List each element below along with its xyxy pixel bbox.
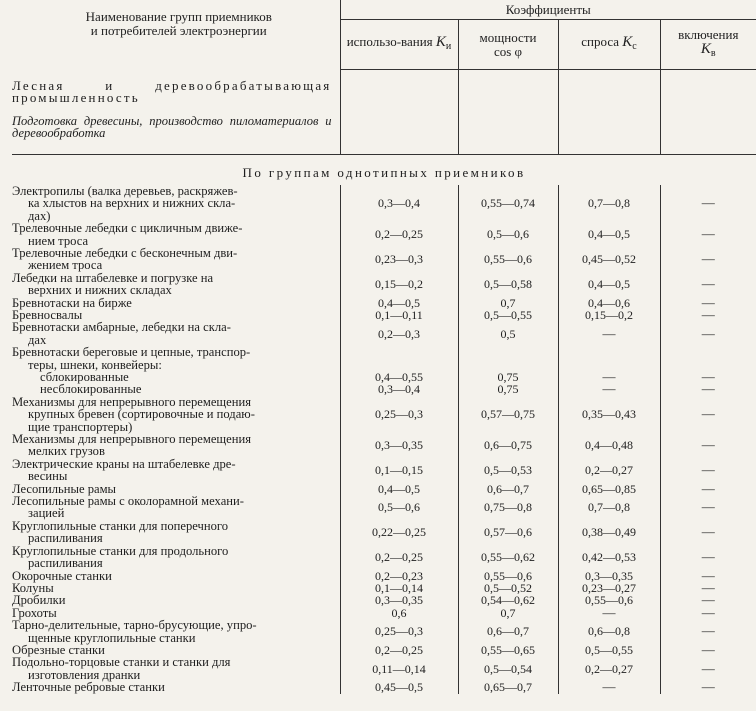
row-kv-value [660,346,756,371]
row-kc-value: — [558,607,660,619]
header-col-demand-sub: с [632,41,637,52]
table-row [12,321,756,346]
row-name-line: Бревнотаски амбарные, лебедки на скла- [12,320,231,335]
row-cos-value: 0,55—0,62 [458,545,558,570]
header-name-line1: Наименование групп приемников [85,9,272,24]
row-name [12,383,340,395]
row-kc-value: 0,65—0,85 [558,483,660,495]
row-cos-value: 0,5—0,53 [458,458,558,483]
row-cos-value: 0,65—0,7 [458,681,558,693]
row-cos-value: 0,55—0,65 [458,644,558,656]
row-cos-value: 0,75 [458,371,558,383]
subsection-cos-cell [458,105,558,140]
row-ki-value: 0,25—0,3 [340,396,458,433]
row-cos-value: 0,6—0,7 [458,619,558,644]
row-cos-value: 0,6—0,7 [458,483,558,495]
row-ki-value: 0,3—0,35 [340,433,458,458]
row-cos-value: 0,5—0,55 [458,309,558,321]
row-kv-value: — [660,458,756,483]
row-ki-value: 0,1—0,14 [340,582,458,594]
row-name-line: весины [28,469,68,484]
row-name-line: распиливания [28,531,103,546]
row-name-line: нием троса [28,233,89,248]
row-kc-value: 0,45—0,52 [558,247,660,272]
row-name-line: Бревносвалы [12,307,83,322]
row-name [12,321,340,346]
row-name-line: Лесопильные рамы с околорамной механи- [12,494,244,509]
row-kv-value: — [660,545,756,570]
row-name [12,222,340,247]
row-kv-value: — [660,185,756,222]
spacer-ki-cell [340,140,458,155]
row-kv-value: — [660,619,756,644]
row-name-line: Круглопильные станки для поперечного [12,518,229,533]
section-cos-cell [458,70,558,105]
row-name-line: распиливания [28,556,103,571]
row-name-line: Подольно-торцовые станки и станки для [12,655,231,670]
row-kv-value: — [660,681,756,693]
row-cos-value: 0,55—0,6 [458,570,558,582]
row-name-line: Окорочные станки [12,568,112,583]
row-name-line: сблокированные [40,370,129,384]
row-name-line: дах [28,332,47,347]
row-name-line: верхних и нижних складах [28,283,172,298]
row-ki-value [340,346,458,371]
row-ki-value: 0,4—0,5 [340,297,458,309]
header-col-power-label: мощности [479,29,537,45]
group-heading-row [12,154,756,185]
header-col-switching [660,20,756,70]
table-row [12,185,756,222]
row-cos-value: 0,54—0,62 [458,594,558,606]
row-ki-value: 0,3—0,35 [340,594,458,606]
row-name-line: изготовления дранки [28,667,141,682]
header-col-power [458,20,558,70]
header-col-switching-label: включения [678,27,739,42]
row-kc-value: — [558,681,660,693]
row-kc-value: — [558,321,660,346]
row-kv-value: — [660,222,756,247]
row-cos-value: 0,6—0,75 [458,433,558,458]
row-ki-value: 0,22—0,25 [340,520,458,545]
row-ki-value: 0,2—0,25 [340,644,458,656]
row-name [12,396,340,433]
row-ki-value: 0,6 [340,607,458,619]
subsection-ki-cell [340,105,458,140]
row-kc-value: 0,4—0,5 [558,222,660,247]
row-name [12,681,340,693]
row-cos-value: 0,5—0,6 [458,222,558,247]
header-col-demand [558,20,660,70]
table-row [12,545,756,570]
table-row [12,222,756,247]
row-kv-value: — [660,297,756,309]
row-name-line: Механизмы для непрерывного перемещения [12,432,251,447]
subsection-kc-cell [558,105,660,140]
row-cos-value: 0,5 [458,321,558,346]
group-heading: По группам однотипных приемников [12,154,756,185]
row-cos-value: 0,57—0,6 [458,520,558,545]
table-row [12,681,756,693]
row-name [12,619,340,644]
row-kc-value: 0,4—0,6 [558,297,660,309]
row-ki-value: 0,2—0,25 [340,222,458,247]
table-row [12,247,756,272]
row-kc-value: 0,7—0,8 [558,185,660,222]
row-ki-value: 0,15—0,2 [340,272,458,297]
row-name-line: щие транспортеры) [28,419,133,434]
row-kv-value: — [660,570,756,582]
row-kv-value: — [660,309,756,321]
row-cos-value: 0,75 [458,383,558,395]
table-row [12,458,756,483]
row-ki-value: 0,1—0,15 [340,458,458,483]
row-name-line: щенные круглопильные станки [28,630,196,645]
table-row [12,520,756,545]
row-name-line: Тарно-делительные, тарно-брусующие, упро- [12,618,257,633]
header-col-usage [340,20,458,70]
row-kv-value: — [660,371,756,383]
row-name-line: Лебедки на штабелевке и погрузке на [12,270,214,285]
row-kc-value: 0,2—0,27 [558,458,660,483]
row-ki-value: 0,2—0,25 [340,545,458,570]
row-cos-value: 0,75—0,8 [458,495,558,520]
row-kv-value: — [660,644,756,656]
spacer-kc-cell [558,140,660,155]
header-col-demand-label: спроса [581,34,620,49]
row-name-line: Бревнотаски береговые и цепные, транспор- [12,345,251,360]
row-name-line: Трелевочные лебедки с цикличным движе- [12,221,243,236]
row-kv-value: — [660,247,756,272]
row-ki-value: 0,3—0,4 [340,185,458,222]
header-col-power-cos: cos φ [493,43,523,59]
row-name-line: Лесопильные рамы [12,481,117,496]
header-name-line2: и потребителей электроэнергии [90,23,267,38]
row-kv-value: — [660,594,756,606]
row-name [12,433,340,458]
subsection-kv-cell [660,105,756,140]
row-ki-value: 0,4—0,55 [340,371,458,383]
spacer-row [12,140,756,155]
row-kv-value: — [660,383,756,395]
section-row [12,70,756,105]
row-kc-value: 0,7—0,8 [558,495,660,520]
row-kc-value: 0,23—0,27 [558,582,660,594]
row-ki-value: 0,4—0,5 [340,483,458,495]
row-kc-value: 0,42—0,53 [558,545,660,570]
row-name-line: Колуны [12,580,54,595]
subsection-row [12,105,756,140]
row-cos-value: 0,7 [458,297,558,309]
row-name [12,495,340,520]
row-name [12,545,340,570]
header-coefficients-group: Коэффициенты [340,0,756,20]
header-col-switching-symbol: K [700,41,711,57]
row-name-line: Дробилки [12,593,66,608]
row-ki-value: 0,3—0,4 [340,383,458,395]
row-kv-value: — [660,321,756,346]
row-kc-value [558,346,660,371]
row-kc-value: — [558,371,660,383]
section-ki-cell [340,70,458,105]
header-col-demand-symbol: K [622,34,633,50]
row-name-line: Грохоты [12,605,57,620]
row-ki-value: 0,11—0,14 [340,656,458,681]
row-name [12,346,340,371]
row-cos-value: 0,7 [458,607,558,619]
row-kc-value: 0,3—0,35 [558,570,660,582]
table-row [12,346,756,371]
row-name-line: крупных бревен (сортировочные и подаю- [28,407,255,422]
row-name [12,594,340,606]
table-row [12,495,756,520]
row-ki-value: 0,1—0,11 [340,309,458,321]
row-name-line: Электропилы (валка деревьев, раскряжев- [12,183,238,198]
row-kc-value: 0,55—0,6 [558,594,660,606]
row-cos-value: 0,5—0,54 [458,656,558,681]
table-row [12,272,756,297]
row-name [12,520,340,545]
spacer-cos-cell [458,140,558,155]
row-ki-value: 0,45—0,5 [340,681,458,693]
row-kc-value: 0,35—0,43 [558,396,660,433]
row-ki-value: 0,23—0,3 [340,247,458,272]
row-ki-value: 0,2—0,23 [340,570,458,582]
row-cos-value: 0,55—0,6 [458,247,558,272]
table-row [12,383,756,395]
row-cos-value: 0,57—0,75 [458,396,558,433]
row-cos-value: 0,5—0,52 [458,582,558,594]
row-name-line: мелких грузов [28,444,105,459]
row-name-line: Круглопильные станки для продольного [12,543,229,558]
row-name-line: Ленточные ребровые станки [12,680,165,695]
spacer-kv-cell [660,140,756,155]
row-kc-value: 0,4—0,5 [558,272,660,297]
header-col-usage-sub: и [445,41,452,52]
table-header [12,0,756,70]
row-kv-value: — [660,607,756,619]
row-name-line: ка хлыстов на верхних и нижних скла- [28,196,236,211]
section-title: Лесная и деревообрабатывающая промышленность [12,77,332,105]
row-kv-value: — [660,495,756,520]
row-name-line: Бревнотаски на бирже [12,295,132,310]
row-kv-value: — [660,483,756,495]
table-row [12,619,756,644]
row-kc-value: 0,2—0,27 [558,656,660,681]
row-kv-value: — [660,656,756,681]
row-kc-value: 0,6—0,8 [558,619,660,644]
row-name [12,458,340,483]
row-name [12,570,340,582]
spacer-cell [12,140,340,155]
row-kv-value: — [660,396,756,433]
row-name-line: Трелевочные лебедки с бесконечным дви- [12,245,238,260]
row-name-line: Электрические краны на штабелевке дре- [12,456,236,471]
header-name-column [12,0,340,70]
row-kv-value: — [660,582,756,594]
row-name-line: Механизмы для непрерывного перемещения [12,394,251,409]
row-name-line: жением троса [28,258,103,273]
row-kc-value: 0,5—0,55 [558,644,660,656]
subsection-title: Подготовка древесины, производство пиломатериалов и деревообработка [12,113,332,140]
coefficients-table [12,0,756,694]
row-name [12,272,340,297]
row-name-line: теры, шнеки, конвейеры: [28,357,162,372]
section-kv-cell [660,70,756,105]
table-row [12,594,756,606]
row-kv-value: — [660,520,756,545]
row-name [12,247,340,272]
row-kv-value: — [660,433,756,458]
row-kv-value: — [660,272,756,297]
row-cos-value [458,346,558,371]
table-row [12,396,756,433]
section-kc-cell [558,70,660,105]
row-ki-value: 0,2—0,3 [340,321,458,346]
row-name-line: Обрезные станки [12,642,105,657]
row-kc-value: — [558,383,660,395]
row-name [12,656,340,681]
row-ki-value: 0,25—0,3 [340,619,458,644]
row-cos-value: 0,5—0,58 [458,272,558,297]
row-kc-value: 0,38—0,49 [558,520,660,545]
row-cos-value: 0,55—0,74 [458,185,558,222]
row-kc-value: 0,4—0,48 [558,433,660,458]
row-name-line: зацией [28,506,65,521]
row-name-line: дах) [28,208,51,223]
row-kc-value: 0,15—0,2 [558,309,660,321]
row-name [12,185,340,222]
header-col-switching-sub: в [710,48,716,59]
row-name-line: несблокированные [40,382,142,397]
header-col-usage-label: использо-вания [346,34,433,49]
table-body [12,70,756,694]
table-row [12,656,756,681]
table-row [12,433,756,458]
row-ki-value: 0,5—0,6 [340,495,458,520]
header-col-usage-symbol: K [435,34,446,50]
